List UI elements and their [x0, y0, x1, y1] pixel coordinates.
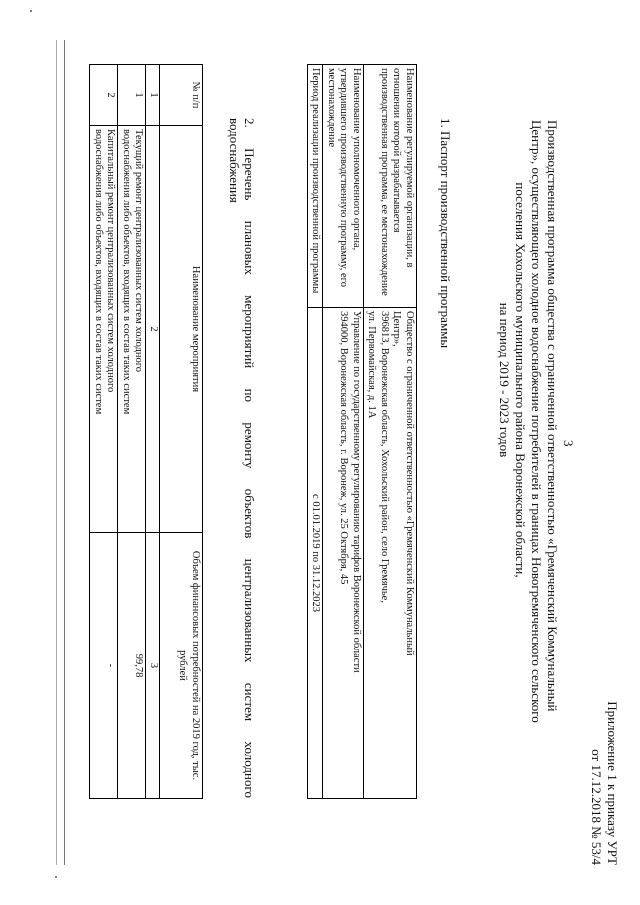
measures-table	[90, 64, 204, 799]
passport-table	[307, 64, 417, 799]
title-line: на период 2019 - 2023 годов	[497, 302, 512, 458]
cell-text: Текущий ремонт централизованных систем холодного	[133, 129, 145, 373]
table-header-row	[160, 65, 203, 799]
scan-speck	[55, 876, 57, 878]
appendix-note	[588, 701, 620, 865]
measure-amount: -	[90, 533, 118, 799]
column-number: 1	[146, 65, 160, 126]
cell-text: водоснабжения либо объектов, входящих в состав таких систем	[93, 129, 104, 415]
cell-text: Период реализации производственной программы	[310, 68, 322, 294]
scan-speck	[30, 10, 32, 12]
scan-edge-line	[56, 40, 57, 865]
measure-name	[118, 126, 146, 533]
table-row	[118, 65, 146, 799]
section-2-title	[227, 118, 257, 798]
cell-text: Управление по государственному регулированию тарифов Воронежской области	[351, 311, 362, 673]
cell-text: местонахождение	[326, 68, 337, 148]
cell-text: производственная программа, ее местонахождение	[379, 68, 390, 296]
table-row	[364, 65, 417, 799]
scan-edge-line	[64, 40, 65, 865]
page-number: 3	[561, 440, 576, 447]
appendix-line-1: Приложение 1 к приказу УРТ	[605, 701, 620, 865]
cell-text: 396813, Воронежская область, Хохольский район, село Гремячье,	[379, 311, 390, 603]
table-row	[323, 65, 364, 799]
cell-text: Общество с ограниченной ответственностью «Гремяченский Коммунальный	[404, 311, 415, 656]
cell-text: водоснабжения либо объектов, входящих в состав таких систем	[121, 129, 132, 415]
cell-text: утвердившего производственную программу, его	[338, 68, 350, 287]
section-2-title-line: водоснабжения	[227, 118, 242, 203]
passport-value-cell	[308, 308, 324, 799]
column-number-row	[146, 65, 160, 799]
cell-text: ул. Первомайская, д. 1А	[366, 311, 378, 419]
column-number: 2	[146, 126, 160, 533]
measure-amount: 99,78	[118, 533, 146, 799]
passport-label-cell	[308, 65, 324, 308]
passport-label-cell	[323, 65, 364, 308]
header-cell-name: Наименование мероприятия	[160, 126, 203, 533]
row-number: 2	[90, 65, 118, 126]
cell-text: Наименование регулируемой организации, в	[404, 68, 415, 268]
row-number: 1	[118, 65, 146, 126]
table-row	[308, 65, 324, 799]
column-number: 3	[146, 533, 160, 799]
table-row	[90, 65, 118, 799]
title-line: Центр», осуществляющего холодное водоснабжение потребителей в границах Новогремяченского сельского	[529, 120, 544, 723]
header-cell-number: № п/п	[160, 65, 203, 126]
cell-text: Центр»,	[391, 311, 403, 347]
document-title	[496, 120, 560, 723]
header-cell-amount: Объем финансовых потребностей на 2019 год, тыс. рублей	[160, 533, 203, 799]
cell-text: 394000, Воронежская область, г. Воронеж, ул. 25 Октября, 45	[338, 311, 350, 585]
title-line: Производственная программа общества с ограниченной ответственностью «Гремяченский Коммунальный	[545, 120, 560, 712]
section-1-title: 1. Паспорт производственной программы	[438, 118, 453, 349]
measure-name	[90, 126, 118, 533]
passport-value-cell	[323, 308, 364, 799]
cell-text: с 01.01.2019 по 31.12.2023	[310, 494, 322, 612]
passport-value-cell	[364, 308, 417, 799]
passport-label-cell	[364, 65, 417, 308]
section-2-title-line: 2. Перечень плановых мероприятий по ремонту объектов централизованных систем холодного	[242, 118, 257, 798]
cell-text: отношении которой разрабатывается	[391, 68, 403, 233]
cell-text: Наименование уполномоченного органа,	[351, 68, 362, 251]
cell-text: Капитальный ремонт централизованных систем холодного	[105, 129, 117, 393]
appendix-line-2: от 17.12.2018 № 53/4	[589, 749, 604, 865]
title-line: поселения Хохольского муниципального района Воронежской области,	[513, 182, 528, 578]
